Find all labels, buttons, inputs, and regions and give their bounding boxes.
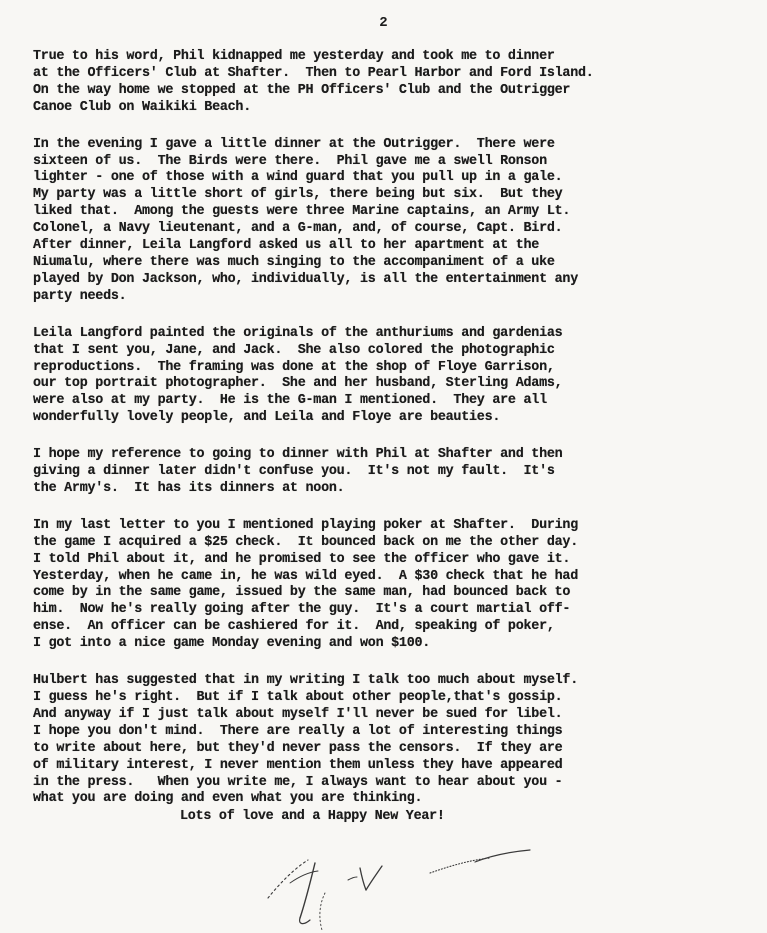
- text-line: lighter - one of those with a wind guard that you pull up in a gale.: [33, 170, 563, 186]
- text-line: him. Now he's really going after the guy. It's a court martial off-: [33, 602, 571, 618]
- text-line: After dinner, Leila Langford asked us all to her apartment at the: [33, 238, 540, 254]
- text-line: Hulbert has suggested that in my writing I talk too much about myself.: [33, 673, 578, 689]
- paragraph-4: [33, 447, 753, 498]
- text-line: the Army's. It has its dinners at noon.: [33, 480, 345, 496]
- text-line: I guess he's right. But if I talk about other people,that's gossip.: [33, 690, 563, 705]
- text-line: My party was a little short of girls, there being but six. But they: [33, 187, 563, 203]
- text-line: wonderfully lovely people, and Leila and Floye are beauties.: [33, 410, 501, 426]
- letter-body: [33, 49, 753, 828]
- text-line: what you are doing and even what you are thinking.: [33, 791, 423, 807]
- paragraph-6: [33, 673, 753, 808]
- text-line: in the press. When you write me, I always want to hear about you -: [33, 774, 563, 790]
- text-line: On the way home we stopped at the PH Officers' Club and the Outrigger: [33, 82, 571, 98]
- page-number: 2: [379, 15, 388, 31]
- text-line: I got into a nice game Monday evening and won $100.: [33, 636, 431, 652]
- text-line: Colonel, a Navy lieutenant, and a G-man, and, of course, Capt. Bird.: [33, 221, 563, 237]
- text-line: played by Don Jackson, who, individually, is all the entertainment any: [33, 271, 578, 287]
- text-line: In the evening I gave a little dinner at the Outrigger. There were: [33, 136, 555, 152]
- text-line: at the Officers' Club at Shafter. Then to Pearl Harbor and Ford Island.: [33, 65, 594, 81]
- text-line: In my last letter to you I mentioned playing poker at Shafter. During: [33, 517, 578, 533]
- text-line: I hope you don't mind. There are really a lot of interesting things: [33, 723, 563, 739]
- text-line: Leila Langford painted the originals of the anthuriums and gardenias: [33, 325, 563, 341]
- signature-strokes: [268, 850, 530, 930]
- text-line: the game I acquired a $25 check. It bounced back on me the other day.: [33, 534, 578, 550]
- text-line: Yesterday, when he came in, he was wild eyed. A $30 check that he had: [33, 568, 578, 584]
- text-line: come by in the same game, issued by the same man, had bounced back to: [33, 585, 571, 601]
- text-line: party needs.: [33, 288, 127, 304]
- text-line: And anyway if I just talk about myself I'll never be sued for libel.: [33, 706, 563, 722]
- text-line: reproductions. The framing was done at the shop of Floye Garrison,: [33, 359, 555, 375]
- text-line: liked that. Among the guests were three Marine captains, an Army Lt.: [33, 204, 571, 220]
- text-line: of military interest, I never mention them unless they have appeared: [33, 757, 563, 773]
- text-line: sixteen of us. The Birds were there. Phil gave me a swell Ronson: [33, 153, 547, 169]
- text-line: our top portrait photographer. She and her husband, Sterling Adams,: [33, 376, 563, 392]
- paragraph-2: [33, 137, 753, 306]
- closing-line: Lots of love and a Happy New Year!: [180, 809, 445, 824]
- text-line: that I sent you, Jane, and Jack. She also colored the photographic: [33, 342, 555, 358]
- text-line: giving a dinner later didn't confuse you. It's not my fault. It's: [33, 464, 555, 480]
- text-line: ense. An officer can be cashiered for it. And, speaking of poker,: [33, 619, 555, 635]
- text-line: Niumalu, where there was much singing to the accompaniment of a uke: [33, 254, 555, 270]
- text-line: True to his word, Phil kidnapped me yesterday and took me to dinner: [33, 49, 555, 64]
- text-line: to write about here, but they'd never pass the censors. If they are: [33, 740, 563, 756]
- text-line: were also at my party. He is the G-man I mentioned. They are all: [33, 393, 547, 409]
- text-line: I told Phil about it, and he promised to see the officer who gave it.: [33, 551, 571, 567]
- text-line: I hope my reference to going to dinner with Phil at Shafter and then: [33, 447, 563, 463]
- text-line: Canoe Club on Waikiki Beach.: [33, 99, 251, 115]
- paragraph-3: [33, 326, 753, 427]
- signature-icon: [240, 838, 570, 933]
- paragraph-1: [33, 49, 753, 117]
- paragraph-5: [33, 518, 753, 653]
